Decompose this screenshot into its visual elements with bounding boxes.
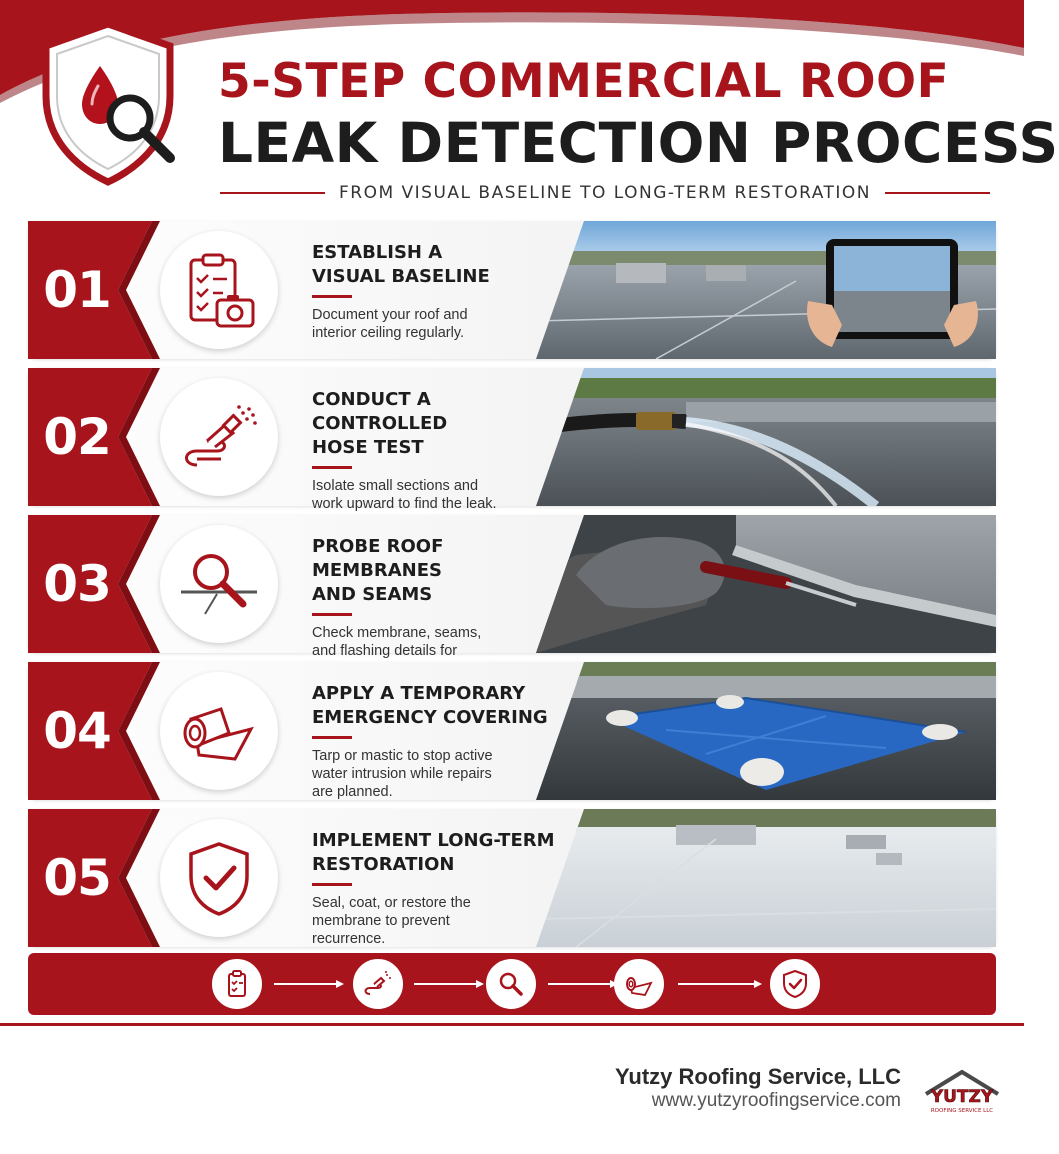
shield-check-icon bbox=[160, 819, 278, 937]
arrow-right-icon bbox=[548, 982, 618, 986]
step-card-4 bbox=[28, 662, 996, 800]
step-description: Isolate small sections and work upward to find the leak. bbox=[312, 478, 497, 512]
step-divider bbox=[312, 736, 352, 739]
gloved-hand-probing-seam-photo bbox=[536, 515, 996, 653]
page-subtitle: FROM VISUAL BASELINE TO LONG-TERM RESTORATION bbox=[338, 183, 872, 203]
website-link[interactable]: www.yutzyroofingservice.com bbox=[651, 1090, 901, 1111]
hose-spray-icon bbox=[160, 378, 278, 496]
step-card-2 bbox=[28, 368, 996, 512]
step-text bbox=[312, 241, 562, 342]
step-card-3 bbox=[28, 515, 996, 659]
page-title-line-2: LEAK DETECTION PROCESS bbox=[218, 111, 1059, 175]
roll-icon bbox=[614, 959, 664, 1009]
shield-check-icon bbox=[770, 959, 820, 1009]
process-flow-bar bbox=[28, 953, 996, 1015]
step-title: PROBE ROOF MEMBRANES AND SEAMS bbox=[312, 536, 444, 605]
hose-icon bbox=[353, 959, 403, 1009]
arrow-right-icon bbox=[414, 982, 484, 986]
step-title: CONDUCT A CONTROLLED HOSE TEST bbox=[312, 389, 448, 458]
magnifier-seam-icon bbox=[160, 525, 278, 643]
company-name: Yutzy Roofing Service, LLC bbox=[614, 1064, 901, 1089]
company-logo bbox=[922, 1068, 1002, 1120]
step-description: Seal, coat, or restore the membrane to prevent recurrence. bbox=[312, 895, 471, 947]
step-number: 01 bbox=[43, 261, 111, 319]
rooftop-tablet-photo bbox=[536, 221, 996, 359]
step-divider bbox=[312, 883, 352, 886]
step-divider bbox=[312, 295, 352, 298]
step-card-5 bbox=[28, 809, 996, 947]
shield-drop-magnifier-icon bbox=[38, 18, 188, 188]
svg-text:YUTZY: YUTZY bbox=[930, 1087, 994, 1107]
step-text bbox=[312, 535, 562, 678]
step-description: Check membrane, seams, and flashing details for bbox=[312, 625, 482, 659]
step-text bbox=[312, 388, 562, 513]
step-card-1 bbox=[28, 221, 996, 359]
tarp-roll-icon bbox=[160, 672, 278, 790]
arrow-right-icon bbox=[678, 982, 762, 986]
divider bbox=[220, 192, 325, 194]
step-text bbox=[312, 682, 562, 801]
step-title: APPLY A TEMPORARY EMERGENCY COVERING bbox=[312, 683, 548, 728]
magnifier-icon bbox=[486, 959, 536, 1009]
page-title-line-1: 5-STEP COMMERCIAL ROOF bbox=[218, 54, 950, 109]
svg-text:ROOFING SERVICE LLC: ROOFING SERVICE LLC bbox=[930, 1108, 994, 1114]
arrow-right-icon bbox=[274, 982, 344, 986]
step-text bbox=[312, 829, 562, 948]
step-description: Tarp or mastic to stop active water intrusion while repairs are planned. bbox=[312, 748, 493, 800]
step-title: IMPLEMENT LONG-TERM RESTORATION bbox=[312, 830, 555, 875]
step-divider bbox=[312, 613, 352, 616]
step-divider bbox=[312, 466, 352, 469]
divider bbox=[885, 192, 990, 194]
step-description: Document your roof and interior ceiling regularly. bbox=[312, 307, 468, 341]
white-coated-roof-photo bbox=[536, 809, 996, 947]
clipboard-camera-icon bbox=[160, 231, 278, 349]
step-number: 03 bbox=[43, 555, 111, 613]
clipboard-icon bbox=[212, 959, 262, 1009]
step-number: 02 bbox=[43, 408, 111, 466]
step-number: 05 bbox=[43, 849, 111, 907]
hose-spraying-roof-photo bbox=[536, 368, 996, 506]
step-title: ESTABLISH A VISUAL BASELINE bbox=[312, 242, 490, 287]
step-number: 04 bbox=[43, 702, 111, 760]
divider bbox=[0, 1023, 1024, 1026]
subtitle-row bbox=[220, 180, 990, 206]
blue-tarp-sandbags-photo bbox=[536, 662, 996, 800]
